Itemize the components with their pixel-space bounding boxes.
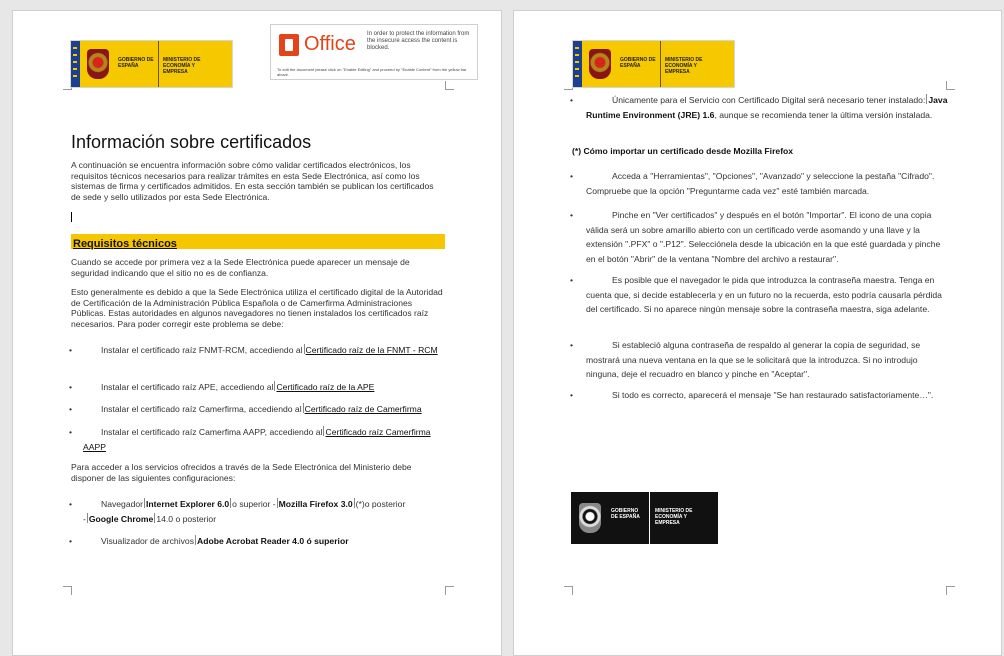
list-item: • Instalar el certificado raíz Camerfirma, accediendo al Certificado raíz de Camerfirma bbox=[69, 404, 422, 414]
list-item: • Es posible que el navegador le pida que introduzca la contraseña maestra. Tenga en cuenta que, si decide establecerla y en un futuro no la recuerda, esto podría causarla pérdida del certificado. Si no aparece ningún mensaje sobre la contraseña maestra, siga adelante. bbox=[570, 275, 942, 314]
list-item-java: • Únicamente para el Servicio con Certificado Digital será necesario tener instalado: Java Runtime Environment (JRE) 1.6, aunque se recomienda tener la última versión instalada. bbox=[570, 95, 948, 120]
office-instructions: To edit the document please click on "Enable Editing" and proceed by "Enable Content" from the yellow bar above. bbox=[277, 67, 467, 77]
gov-line2: MINISTERIO DE ECONOMÍA Y EMPRESA bbox=[665, 57, 703, 75]
list-item: • Instalar el certificado raíz APE, accediendo al Certificado raíz de la APE bbox=[69, 382, 375, 392]
fnmt-certificate-link[interactable]: Certificado raíz de la FNMT - RCM bbox=[305, 345, 438, 355]
bullet-text: Instalar el certificado raíz Camerfirma, accediendo al bbox=[101, 404, 302, 414]
coat-of-arms-icon bbox=[571, 492, 609, 544]
bullet-text: Instalar el certificado raíz APE, accediendo al bbox=[101, 382, 274, 392]
bullet-text: Instalar el certificado raíz FNMT-RCM, accediendo al bbox=[101, 345, 303, 355]
list-item-viewer: • Visualizador de archivos Adobe Acrobat Reader 4.0 ó superior bbox=[69, 536, 349, 546]
ape-certificate-link[interactable]: Certificado raíz de la APE bbox=[276, 382, 375, 392]
camerfirma-certificate-link[interactable]: Certificado raíz de Camerfirma bbox=[304, 404, 422, 414]
list-item-browser: • Navegador Internet Explorer 6.0 o superior - Mozilla Firefox 3.0 (*)o posterior - Google Chrome 14.0 o posterior bbox=[69, 499, 406, 524]
coat-of-arms-icon bbox=[80, 41, 116, 87]
list-item: • Instalar el certificado raíz Camerfima AAPP, accediendo al Certificado raíz Camerfirma AAPP bbox=[69, 427, 431, 452]
camerfirma-aapp-certificate-link[interactable]: Certificado raíz Camerfirma AAPP bbox=[83, 427, 431, 452]
document-page-1 bbox=[12, 10, 502, 656]
step-text: Acceda a "Herramientas", "Opciones", "Avanzado" y seleccione la pestaña "Cifrado". Compruebe que la opción "Preguntarme cada vez" esté también marcada. bbox=[586, 171, 935, 196]
eu-flag-icon bbox=[573, 41, 582, 87]
gov-line2: MINISTERIO DE ECONOMÍA Y EMPRESA bbox=[655, 508, 693, 526]
crop-mark bbox=[445, 81, 454, 90]
gov-line1: GOBIERNO DE ESPAÑA bbox=[609, 492, 650, 544]
paragraph-first-access: Cuando se accede por primera vez a la Sede Electrónica puede aparecer un mensaje de seguridad indicando que el sitio no es de confianza. bbox=[71, 257, 410, 278]
step-text: Si estableció alguna contraseña de respaldo al generar la copia de seguridad, se mostrará una nueva ventana en la que se le solicitará que la introduzca. Si no introdujo ninguna, deje el recuadro en blanco y pinche en "Aceptar". bbox=[586, 340, 921, 379]
office-name: Office bbox=[304, 33, 356, 55]
list-item: • Si estableció alguna contraseña de respaldo al generar la copia de seguridad, se mostrará una nueva ventana en la que se le solicitará que la introduzca. Si no introdujo ninguna, deje el recuadro en blanco y pinche en "Aceptar". bbox=[570, 340, 921, 379]
chrome-version: Google Chrome bbox=[88, 514, 154, 524]
crop-mark bbox=[564, 586, 573, 595]
eu-flag-icon bbox=[71, 41, 80, 87]
bullet-text: Instalar el certificado raíz Camerfima AAPP, accediendo al bbox=[101, 427, 323, 437]
intro-paragraph: A continuación se encuentra información sobre cómo validar certificados electrónicos, los requisitos técnicos necesarios para realizar trámites en esta Sede Electrónica, así como los sistemas de firma y certificados admitidos. En esta sección también se publican los certificados de sede y sello utilizados por esta Sede Electrónica. bbox=[71, 160, 434, 202]
crop-mark bbox=[445, 586, 454, 595]
firefox-version: Mozilla Firefox 3.0 bbox=[278, 499, 353, 509]
gov-line1: GOBIERNO DE ESPAÑA bbox=[618, 41, 661, 87]
crop-mark bbox=[946, 586, 955, 595]
document-page-2 bbox=[513, 10, 1002, 656]
government-logo-footer bbox=[571, 492, 718, 544]
text-cursor bbox=[71, 212, 72, 222]
acrobat-version: Adobe Acrobat Reader 4.0 ó superior bbox=[197, 536, 349, 546]
step-text: Pinche en "Ver certificados" y después en el botón "Importar". El icono de una copia válida será un sobre amarillo abierto con un certificado verde asomando y una llave y la extensión ".PFX" o ".P12". Selecciónela desde la ubicación en la que esté guardada y pinche en el botón "Abrir" de la ventana "Nombre del archivo a restaurar". bbox=[586, 210, 941, 264]
section-heading-band bbox=[71, 234, 445, 249]
coat-of-arms-icon bbox=[582, 41, 618, 87]
list-item: • Acceda a "Herramientas", "Opciones", "Avanzado" y seleccione la pestaña "Cifrado". Compruebe que la opción "Preguntarme cada vez" esté también marcada. bbox=[570, 171, 935, 196]
step-text: Es posible que el navegador le pida que introduzca la contraseña maestra. Tenga en cuenta que, si decide establecerla y en un futuro no la recuerda, esto podría causarla pérdida del certificado. Si no aparece ningún mensaje sobre la contraseña maestra, siga adelante. bbox=[586, 275, 942, 314]
crop-mark bbox=[946, 81, 955, 90]
jre-version: Java Runtime Environment (JRE) 1.6 bbox=[586, 95, 948, 120]
office-note: In order to protect the information from the insecure access the content is blocked. bbox=[367, 31, 470, 51]
paragraph-configurations: Para acceder a los servicios ofrecidos a través de la Sede Electrónica del Ministerio debe disponer de las siguientes configuraciones: bbox=[71, 462, 412, 483]
office-logo-icon bbox=[279, 34, 299, 56]
firefox-import-heading: (*) Cómo importar un certificado desde Mozilla Firefox bbox=[572, 146, 794, 156]
government-logo-header bbox=[572, 40, 735, 88]
list-item: • Pinche en "Ver certificados" y después en el botón "Importar". El icono de una copia válida será un sobre amarillo abierto con un certificado verde asomando y una llave y la extensión ".PFX" o ".P12". Selecciónela desde la ubicación en la que esté guardada y pinche en el botón "Abrir" de la ventana "Nombre del archivo a restaurar". bbox=[570, 210, 941, 264]
office-protected-banner bbox=[270, 24, 478, 80]
ie-version: Internet Explorer 6.0 bbox=[146, 499, 230, 509]
crop-mark bbox=[63, 586, 72, 595]
list-item: • Instalar el certificado raíz FNMT-RCM, accediendo al Certificado raíz de la FNMT - RCM bbox=[69, 345, 438, 355]
government-logo-header bbox=[70, 40, 233, 88]
page-title: Información sobre certificados bbox=[71, 132, 312, 152]
list-item: • Si todo es correcto, aparecerá el mensaje "Se han restaurado satisfactoriamente…". bbox=[570, 390, 934, 400]
gov-line1: GOBIERNO DE ESPAÑA bbox=[116, 41, 159, 87]
section-title: Requisitos técnicos bbox=[73, 238, 177, 250]
gov-line2: MINISTERIO DE ECONOMÍA Y EMPRESA bbox=[163, 57, 201, 75]
step-text: Si todo es correcto, aparecerá el mensaje "Se han restaurado satisfactoriamente…". bbox=[612, 390, 934, 400]
paragraph-root-certificates: Esto generalmente es debido a que la Sede Electrónica utiliza el certificado digital de la Autoridad de Certificación de la Administración Pública Española o de Camerfirma Administraciones Públicas. Estas autoridades en algunos navegadores no tienen instalados los certificados raíz necesarios. Para poder corregir este problema se debe: bbox=[71, 287, 443, 329]
